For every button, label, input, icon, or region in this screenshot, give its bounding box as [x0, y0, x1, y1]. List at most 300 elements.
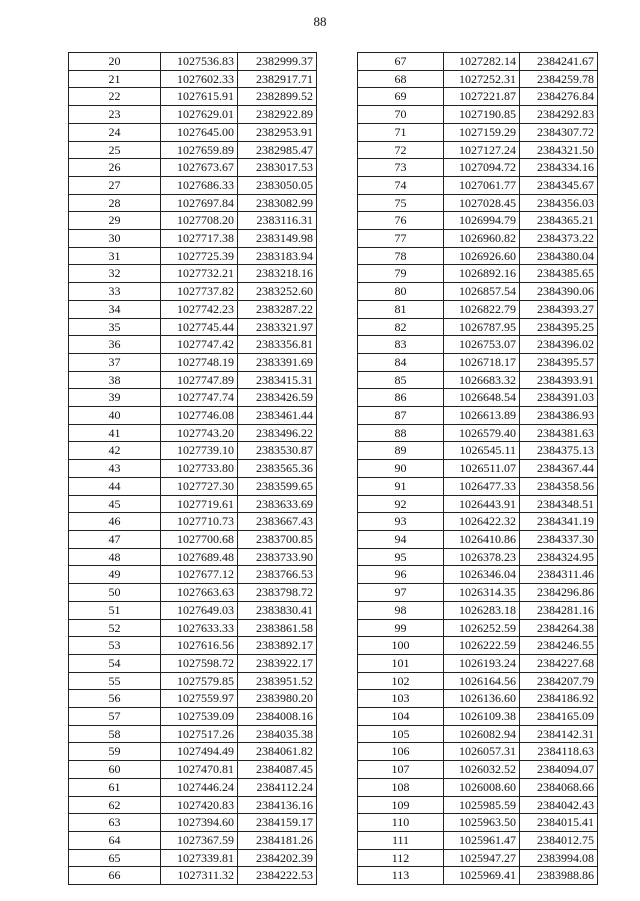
x-coordinate-cell: 1026857.54: [444, 283, 520, 301]
point-number-cell: 107: [358, 761, 444, 779]
table-row: [358, 389, 598, 407]
y-coordinate-cell: 2383766.53: [238, 566, 317, 584]
point-number-cell: 102: [358, 672, 444, 690]
point-number-cell: 82: [358, 318, 444, 336]
x-coordinate-cell: 1027028.45: [444, 194, 520, 212]
point-number-cell: 91: [358, 477, 444, 495]
x-coordinate-cell: 1025963.50: [444, 814, 520, 832]
point-number-cell: 113: [358, 867, 444, 885]
point-number-cell: 30: [69, 230, 161, 248]
point-number-cell: 59: [69, 743, 161, 761]
point-number-cell: 72: [358, 141, 444, 159]
point-number-cell: 111: [358, 831, 444, 849]
x-coordinate-cell: 1026892.16: [444, 265, 520, 283]
y-coordinate-cell: 2383980.20: [238, 690, 317, 708]
table-row: [69, 53, 317, 71]
point-number-cell: 23: [69, 106, 161, 124]
x-coordinate-cell: 1026032.52: [444, 761, 520, 779]
y-coordinate-cell: 2383733.90: [238, 548, 317, 566]
table-row: [358, 141, 598, 159]
table-row: [358, 460, 598, 478]
x-coordinate-cell: 1026960.82: [444, 230, 520, 248]
point-number-cell: 75: [358, 194, 444, 212]
y-coordinate-cell: 2384165.09: [520, 708, 598, 726]
point-number-cell: 108: [358, 778, 444, 796]
point-number-cell: 74: [358, 176, 444, 194]
table-row: [358, 761, 598, 779]
y-coordinate-cell: 2384307.72: [520, 123, 598, 141]
x-coordinate-cell: 1026008.60: [444, 778, 520, 796]
x-coordinate-cell: 1026648.54: [444, 389, 520, 407]
table-row: [358, 300, 598, 318]
table-row: [69, 265, 317, 283]
y-coordinate-cell: 2384356.03: [520, 194, 598, 212]
y-coordinate-cell: 2384385.65: [520, 265, 598, 283]
table-row: [69, 778, 317, 796]
x-coordinate-cell: 1026314.35: [444, 584, 520, 602]
table-row: [69, 247, 317, 265]
point-number-cell: 97: [358, 584, 444, 602]
point-number-cell: 20: [69, 53, 161, 71]
y-coordinate-cell: 2384186.92: [520, 690, 598, 708]
y-coordinate-cell: 2384386.93: [520, 407, 598, 425]
y-coordinate-cell: 2384142.31: [520, 725, 598, 743]
x-coordinate-cell: 1025969.41: [444, 867, 520, 885]
y-coordinate-cell: 2384035.38: [238, 725, 317, 743]
table-row: [69, 300, 317, 318]
table-row: [69, 708, 317, 726]
y-coordinate-cell: 2383988.86: [520, 867, 598, 885]
y-coordinate-cell: 2384094.07: [520, 761, 598, 779]
point-number-cell: 22: [69, 88, 161, 106]
table-row: [358, 194, 598, 212]
x-coordinate-cell: 1027539.09: [161, 708, 238, 726]
x-coordinate-cell: 1027742.23: [161, 300, 238, 318]
point-number-cell: 95: [358, 548, 444, 566]
table-row: [358, 495, 598, 513]
x-coordinate-cell: 1027536.83: [161, 53, 238, 71]
y-coordinate-cell: 2384276.84: [520, 88, 598, 106]
x-coordinate-cell: 1026511.07: [444, 460, 520, 478]
table-row: [69, 796, 317, 814]
table-row: [69, 672, 317, 690]
table-row: [358, 637, 598, 655]
point-number-cell: 57: [69, 708, 161, 726]
point-number-cell: 63: [69, 814, 161, 832]
x-coordinate-cell: 1027739.10: [161, 442, 238, 460]
point-number-cell: 112: [358, 849, 444, 867]
point-number-cell: 46: [69, 513, 161, 531]
point-number-cell: 76: [358, 212, 444, 230]
point-number-cell: 89: [358, 442, 444, 460]
y-coordinate-cell: 2383496.22: [238, 424, 317, 442]
y-coordinate-cell: 2384118.63: [520, 743, 598, 761]
y-coordinate-cell: 2383391.69: [238, 353, 317, 371]
point-number-cell: 25: [69, 141, 161, 159]
point-number-cell: 45: [69, 495, 161, 513]
table-row: [358, 230, 598, 248]
table-row: [358, 70, 598, 88]
x-coordinate-cell: 1027708.20: [161, 212, 238, 230]
x-coordinate-cell: 1027159.29: [444, 123, 520, 141]
table-row: [69, 141, 317, 159]
y-coordinate-cell: 2384015.41: [520, 814, 598, 832]
y-coordinate-cell: 2384061.82: [238, 743, 317, 761]
point-number-cell: 88: [358, 424, 444, 442]
x-coordinate-cell: 1027190.85: [444, 106, 520, 124]
table-row: [69, 460, 317, 478]
table-row: [69, 318, 317, 336]
y-coordinate-cell: 2383415.31: [238, 371, 317, 389]
point-number-cell: 44: [69, 477, 161, 495]
x-coordinate-cell: 1026346.04: [444, 566, 520, 584]
table-row: [69, 442, 317, 460]
point-number-cell: 96: [358, 566, 444, 584]
x-coordinate-cell: 1027689.48: [161, 548, 238, 566]
table-row: [69, 584, 317, 602]
x-coordinate-cell: 1027732.21: [161, 265, 238, 283]
point-number-cell: 26: [69, 159, 161, 177]
y-coordinate-cell: 2383700.85: [238, 530, 317, 548]
table-row: [358, 708, 598, 726]
table-row: [69, 212, 317, 230]
table-row: [69, 743, 317, 761]
x-coordinate-cell: 1027311.32: [161, 867, 238, 885]
table-row: [358, 725, 598, 743]
x-coordinate-cell: 1027221.87: [444, 88, 520, 106]
x-coordinate-cell: 1026926.60: [444, 247, 520, 265]
table-row: [358, 867, 598, 885]
x-coordinate-cell: 1027094.72: [444, 159, 520, 177]
y-coordinate-cell: 2383798.72: [238, 584, 317, 602]
x-coordinate-cell: 1027252.31: [444, 70, 520, 88]
point-number-cell: 103: [358, 690, 444, 708]
y-coordinate-cell: 2384334.16: [520, 159, 598, 177]
y-coordinate-cell: 2383356.81: [238, 336, 317, 354]
y-coordinate-cell: 2384042.43: [520, 796, 598, 814]
table-row: [358, 530, 598, 548]
table-row: [358, 53, 598, 71]
y-coordinate-cell: 2384341.19: [520, 513, 598, 531]
table-row: [69, 530, 317, 548]
x-coordinate-cell: 1027663.63: [161, 584, 238, 602]
point-number-cell: 60: [69, 761, 161, 779]
y-coordinate-cell: 2383252.60: [238, 283, 317, 301]
y-coordinate-cell: 2384367.44: [520, 460, 598, 478]
x-coordinate-cell: 1027633.33: [161, 619, 238, 637]
y-coordinate-cell: 2383461.44: [238, 407, 317, 425]
table-row: [69, 123, 317, 141]
table-row: [69, 690, 317, 708]
x-coordinate-cell: 1026222.59: [444, 637, 520, 655]
x-coordinate-cell: 1026136.60: [444, 690, 520, 708]
table-row: [69, 849, 317, 867]
x-coordinate-cell: 1027061.77: [444, 176, 520, 194]
table-row: [69, 548, 317, 566]
x-coordinate-cell: 1026443.91: [444, 495, 520, 513]
point-number-cell: 52: [69, 619, 161, 637]
point-number-cell: 106: [358, 743, 444, 761]
table-row: [69, 513, 317, 531]
x-coordinate-cell: 1027746.08: [161, 407, 238, 425]
table-row: [358, 318, 598, 336]
x-coordinate-cell: 1026718.17: [444, 353, 520, 371]
y-coordinate-cell: 2384395.25: [520, 318, 598, 336]
x-coordinate-cell: 1026545.11: [444, 442, 520, 460]
x-coordinate-cell: 1026252.59: [444, 619, 520, 637]
x-coordinate-cell: 1027282.14: [444, 53, 520, 71]
y-coordinate-cell: 2383426.59: [238, 389, 317, 407]
point-number-cell: 86: [358, 389, 444, 407]
y-coordinate-cell: 2382999.37: [238, 53, 317, 71]
table-row: [69, 831, 317, 849]
point-number-cell: 65: [69, 849, 161, 867]
point-number-cell: 64: [69, 831, 161, 849]
point-number-cell: 37: [69, 353, 161, 371]
table-row: [69, 424, 317, 442]
point-number-cell: 109: [358, 796, 444, 814]
table-row: [358, 371, 598, 389]
point-number-cell: 27: [69, 176, 161, 194]
x-coordinate-cell: 1027367.59: [161, 831, 238, 849]
y-coordinate-cell: 2382917.71: [238, 70, 317, 88]
table-row: [69, 176, 317, 194]
table-row: [358, 424, 598, 442]
point-number-cell: 31: [69, 247, 161, 265]
table-row: [69, 106, 317, 124]
y-coordinate-cell: 2383149.98: [238, 230, 317, 248]
point-number-cell: 48: [69, 548, 161, 566]
x-coordinate-cell: 1026683.32: [444, 371, 520, 389]
point-number-cell: 67: [358, 53, 444, 71]
y-coordinate-cell: 2382922.89: [238, 106, 317, 124]
x-coordinate-cell: 1027659.89: [161, 141, 238, 159]
x-coordinate-cell: 1026613.89: [444, 407, 520, 425]
x-coordinate-cell: 1026109.38: [444, 708, 520, 726]
point-number-cell: 50: [69, 584, 161, 602]
y-coordinate-cell: 2384087.45: [238, 761, 317, 779]
x-coordinate-cell: 1027559.97: [161, 690, 238, 708]
table-row: [69, 477, 317, 495]
x-coordinate-cell: 1026378.23: [444, 548, 520, 566]
x-coordinate-cell: 1027446.24: [161, 778, 238, 796]
x-coordinate-cell: 1027127.24: [444, 141, 520, 159]
point-number-cell: 56: [69, 690, 161, 708]
y-coordinate-cell: 2383565.36: [238, 460, 317, 478]
y-coordinate-cell: 2384008.16: [238, 708, 317, 726]
point-number-cell: 81: [358, 300, 444, 318]
y-coordinate-cell: 2384159.17: [238, 814, 317, 832]
table-row: [358, 601, 598, 619]
x-coordinate-cell: 1026477.33: [444, 477, 520, 495]
point-number-cell: 85: [358, 371, 444, 389]
y-coordinate-cell: 2383183.94: [238, 247, 317, 265]
point-number-cell: 84: [358, 353, 444, 371]
point-number-cell: 73: [358, 159, 444, 177]
y-coordinate-cell: 2384375.13: [520, 442, 598, 460]
point-number-cell: 28: [69, 194, 161, 212]
table-row: [69, 867, 317, 885]
x-coordinate-cell: 1027710.73: [161, 513, 238, 531]
x-coordinate-cell: 1027727.30: [161, 477, 238, 495]
y-coordinate-cell: 2383633.69: [238, 495, 317, 513]
table-row: [358, 265, 598, 283]
y-coordinate-cell: 2383116.31: [238, 212, 317, 230]
point-number-cell: 101: [358, 654, 444, 672]
table-body-left: [69, 53, 317, 885]
point-number-cell: 98: [358, 601, 444, 619]
y-coordinate-cell: 2384222.53: [238, 867, 317, 885]
table-row: [69, 389, 317, 407]
point-number-cell: 21: [69, 70, 161, 88]
x-coordinate-cell: 1026787.95: [444, 318, 520, 336]
x-coordinate-cell: 1026994.79: [444, 212, 520, 230]
y-coordinate-cell: 2384241.67: [520, 53, 598, 71]
y-coordinate-cell: 2384207.79: [520, 672, 598, 690]
table-row: [358, 849, 598, 867]
x-coordinate-cell: 1025985.59: [444, 796, 520, 814]
point-number-cell: 90: [358, 460, 444, 478]
y-coordinate-cell: 2384373.22: [520, 230, 598, 248]
point-number-cell: 83: [358, 336, 444, 354]
table-row: [358, 283, 598, 301]
table-row: [358, 672, 598, 690]
point-number-cell: 40: [69, 407, 161, 425]
table-row: [69, 495, 317, 513]
point-number-cell: 93: [358, 513, 444, 531]
x-coordinate-cell: 1027673.67: [161, 159, 238, 177]
x-coordinate-cell: 1027747.74: [161, 389, 238, 407]
point-number-cell: 49: [69, 566, 161, 584]
table-row: [358, 690, 598, 708]
y-coordinate-cell: 2383994.08: [520, 849, 598, 867]
table-row: [358, 106, 598, 124]
x-coordinate-cell: 1027602.33: [161, 70, 238, 88]
table-row: [69, 654, 317, 672]
x-coordinate-cell: 1026410.86: [444, 530, 520, 548]
table-row: [358, 619, 598, 637]
point-number-cell: 87: [358, 407, 444, 425]
table-row: [69, 159, 317, 177]
point-number-cell: 39: [69, 389, 161, 407]
x-coordinate-cell: 1027616.56: [161, 637, 238, 655]
table-row: [69, 761, 317, 779]
x-coordinate-cell: 1026164.56: [444, 672, 520, 690]
table-row: [69, 230, 317, 248]
y-coordinate-cell: 2384381.63: [520, 424, 598, 442]
x-coordinate-cell: 1027598.72: [161, 654, 238, 672]
y-coordinate-cell: 2384391.03: [520, 389, 598, 407]
point-number-cell: 70: [358, 106, 444, 124]
y-coordinate-cell: 2384112.24: [238, 778, 317, 796]
x-coordinate-cell: 1026283.18: [444, 601, 520, 619]
table-row: [69, 637, 317, 655]
table-row: [358, 353, 598, 371]
y-coordinate-cell: 2384296.86: [520, 584, 598, 602]
x-coordinate-cell: 1027579.85: [161, 672, 238, 690]
x-coordinate-cell: 1027747.89: [161, 371, 238, 389]
x-coordinate-cell: 1027394.60: [161, 814, 238, 832]
point-number-cell: 42: [69, 442, 161, 460]
point-number-cell: 61: [69, 778, 161, 796]
x-coordinate-cell: 1026579.40: [444, 424, 520, 442]
y-coordinate-cell: 2383599.65: [238, 477, 317, 495]
x-coordinate-cell: 1027494.49: [161, 743, 238, 761]
table-row: [358, 123, 598, 141]
table-body-right: [358, 53, 598, 885]
table-row: [69, 88, 317, 106]
table-row: [358, 88, 598, 106]
table-row: [69, 70, 317, 88]
x-coordinate-cell: 1026422.32: [444, 513, 520, 531]
point-number-cell: 34: [69, 300, 161, 318]
y-coordinate-cell: 2383321.97: [238, 318, 317, 336]
y-coordinate-cell: 2382953.91: [238, 123, 317, 141]
point-number-cell: 38: [69, 371, 161, 389]
point-number-cell: 62: [69, 796, 161, 814]
y-coordinate-cell: 2383830.41: [238, 601, 317, 619]
coordinates-table-left: [68, 52, 317, 885]
y-coordinate-cell: 2384324.95: [520, 548, 598, 566]
y-coordinate-cell: 2384181.26: [238, 831, 317, 849]
y-coordinate-cell: 2382899.52: [238, 88, 317, 106]
x-coordinate-cell: 1027420.83: [161, 796, 238, 814]
point-number-cell: 99: [358, 619, 444, 637]
y-coordinate-cell: 2384365.21: [520, 212, 598, 230]
y-coordinate-cell: 2384311.46: [520, 566, 598, 584]
point-number-cell: 77: [358, 230, 444, 248]
point-number-cell: 43: [69, 460, 161, 478]
y-coordinate-cell: 2383082.99: [238, 194, 317, 212]
point-number-cell: 36: [69, 336, 161, 354]
point-number-cell: 68: [358, 70, 444, 88]
table-row: [358, 407, 598, 425]
y-coordinate-cell: 2383287.22: [238, 300, 317, 318]
y-coordinate-cell: 2383667.43: [238, 513, 317, 531]
table-row: [358, 566, 598, 584]
x-coordinate-cell: 1027700.68: [161, 530, 238, 548]
y-coordinate-cell: 2383017.53: [238, 159, 317, 177]
table-row: [358, 477, 598, 495]
coordinates-table-right: [357, 52, 598, 885]
y-coordinate-cell: 2384337.30: [520, 530, 598, 548]
point-number-cell: 29: [69, 212, 161, 230]
x-coordinate-cell: 1025961.47: [444, 831, 520, 849]
x-coordinate-cell: 1027697.84: [161, 194, 238, 212]
point-number-cell: 55: [69, 672, 161, 690]
y-coordinate-cell: 2384393.27: [520, 300, 598, 318]
table-row: [358, 796, 598, 814]
point-number-cell: 105: [358, 725, 444, 743]
table-row: [69, 619, 317, 637]
point-number-cell: 33: [69, 283, 161, 301]
x-coordinate-cell: 1026057.31: [444, 743, 520, 761]
point-number-cell: 35: [69, 318, 161, 336]
table-row: [358, 176, 598, 194]
point-number-cell: 110: [358, 814, 444, 832]
y-coordinate-cell: 2384390.06: [520, 283, 598, 301]
x-coordinate-cell: 1026082.94: [444, 725, 520, 743]
x-coordinate-cell: 1027677.12: [161, 566, 238, 584]
point-number-cell: 53: [69, 637, 161, 655]
y-coordinate-cell: 2384259.78: [520, 70, 598, 88]
page-number: 88: [313, 14, 327, 29]
point-number-cell: 54: [69, 654, 161, 672]
point-number-cell: 100: [358, 637, 444, 655]
y-coordinate-cell: 2384202.39: [238, 849, 317, 867]
point-number-cell: 78: [358, 247, 444, 265]
x-coordinate-cell: 1027645.00: [161, 123, 238, 141]
